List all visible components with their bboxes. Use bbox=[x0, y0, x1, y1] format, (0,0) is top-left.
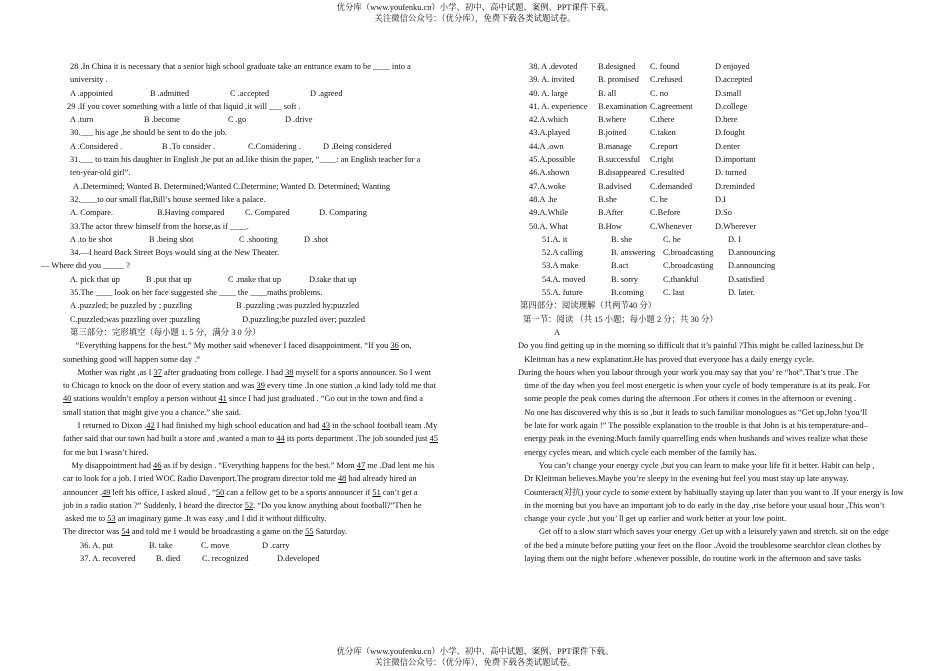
q37-option-a: 37. A. recovered bbox=[80, 553, 136, 563]
option-a: 43.A.played bbox=[529, 128, 570, 138]
option-row bbox=[542, 246, 948, 259]
cloze-blank-number: 41 bbox=[218, 394, 227, 404]
option-d: D.Wherever bbox=[715, 221, 757, 231]
passage-line: change your cycle ,but you’ ll get up earlier and work better at your low point. bbox=[518, 514, 787, 524]
cloze-blank-number: 46 bbox=[153, 460, 162, 470]
cloze-text: I had finished my high school education and had bbox=[154, 421, 322, 431]
option-d: D.So bbox=[715, 208, 732, 218]
option-b: B.After bbox=[598, 208, 624, 218]
cloze-passage bbox=[63, 339, 503, 538]
option-d: D.I bbox=[715, 194, 726, 204]
option-b: B.coming bbox=[611, 288, 644, 298]
option-c: C.report bbox=[650, 141, 678, 151]
cloze-blank-number: 39 bbox=[256, 381, 265, 391]
option-d: D. turned bbox=[715, 168, 747, 178]
cloze-text: as if by design . “Everything happens for the best.” Mom bbox=[161, 460, 357, 470]
cloze-text: stations wouldn’t employ a person without bbox=[71, 394, 219, 404]
cloze-text: . “Do you know anything about football?”Then he bbox=[253, 500, 422, 510]
q34-stem-cont: — Where did you _____ ? bbox=[41, 261, 130, 271]
option-b: B.examination bbox=[598, 101, 648, 111]
option-a: 49.A.While bbox=[529, 208, 569, 218]
q33-stem: 33.The actor threw himself from the horse,as if ____. bbox=[70, 221, 249, 231]
q30-option-b: B .To consider . bbox=[162, 141, 216, 151]
option-d: D.fought bbox=[715, 128, 746, 138]
option-row bbox=[529, 113, 948, 126]
option-d: D.college bbox=[715, 101, 748, 111]
option-c: C.demanded bbox=[650, 181, 693, 191]
option-c: C. found bbox=[650, 62, 680, 71]
option-a: 47.A.woke bbox=[529, 181, 566, 191]
passage-line: laying them out the night before .whenever possible, do routine work in the afternoon and save tasks bbox=[518, 553, 862, 563]
option-c: C.refused bbox=[650, 75, 683, 85]
q28-stem-cont: university . bbox=[70, 75, 108, 85]
q28-stem: 28 .In China it is necessary that a senior high school graduate take an entrance exam to be ____ into a bbox=[70, 62, 411, 71]
cloze-text: after graduating from college. I had bbox=[161, 367, 286, 377]
cloze-text: can’t get a bbox=[380, 487, 418, 497]
cloze-blank-number: 54 bbox=[121, 527, 130, 537]
option-row bbox=[542, 286, 948, 299]
option-row bbox=[529, 126, 948, 139]
option-c: C.broadcasting bbox=[663, 261, 714, 271]
q33-option-c: C .shooting bbox=[239, 234, 278, 244]
cloze-text: My disappointment had bbox=[63, 460, 154, 470]
q35-options-cd: C.puzzled;was puzzling over ;puzzling D.puzzling;be puzzled over; puzzled bbox=[70, 314, 365, 324]
cloze-blank-number: 47 bbox=[356, 460, 366, 470]
q34-option-c: C .make that up bbox=[228, 274, 282, 284]
option-a: 51.A. it bbox=[542, 234, 568, 244]
q30-option-d: D .Being considered bbox=[323, 141, 392, 151]
cloze-text: since I had just graduated . “Go out in the town and find a bbox=[226, 394, 423, 404]
q30-stem: 30.___ his age ,he should be sent to do the job. bbox=[70, 128, 228, 138]
option-a: 42.A.which bbox=[529, 115, 569, 125]
option-d: D.satisfied bbox=[728, 274, 765, 284]
cloze-blank-number: 52 bbox=[244, 500, 254, 510]
right-column bbox=[512, 60, 948, 565]
cloze-line bbox=[63, 419, 503, 432]
footer-line-2: 关注微信公众号：（优分库），免费下载各类试题试卷。 bbox=[374, 658, 576, 667]
cloze-text: had already hired an bbox=[346, 474, 417, 484]
passage-line: time of the day when you feel most energetic is when your cycle of body temperature is at its peak. For bbox=[518, 381, 870, 391]
cloze-blank-number: 53 bbox=[107, 514, 116, 524]
cloze-text: announcer . bbox=[63, 487, 103, 497]
option-row bbox=[529, 60, 948, 73]
option-a: 38. A .devoted bbox=[529, 62, 578, 71]
passage-line: No one has discovered why this is so ,but it leads to such familiar monologues as “Get up,John !you’ll bbox=[518, 407, 868, 417]
option-d: D. later. bbox=[728, 288, 755, 298]
cloze-blank-number: 40 bbox=[63, 394, 72, 404]
q29-option-b: B .become bbox=[144, 115, 180, 125]
cloze-line bbox=[63, 392, 503, 405]
cloze-line bbox=[63, 366, 503, 379]
option-a: 48.A .he bbox=[529, 194, 558, 204]
q31-stem: 31.___ to train his daughter in English ,he put an ad.like thisin the paper, “____: an English teacher for a bbox=[70, 155, 421, 165]
option-row bbox=[529, 87, 948, 100]
option-a: 55.A. future bbox=[542, 288, 583, 298]
option-a: 54.A. moved bbox=[542, 274, 586, 284]
cloze-text: “Everything happens for the best.” My mother said whenever I faced disappointment. “If you bbox=[63, 341, 391, 351]
passage-line: energy peak in the evening.Much family quarrelling ends when husbands and wives realize what these bbox=[518, 434, 868, 444]
passage-line: Dr Kleitman believes.Maybe you’re sleepy in the evening but feel you must stay up late anyway. bbox=[518, 474, 849, 484]
q34-option-d: D.take that up bbox=[309, 274, 357, 284]
option-b: B.successful bbox=[598, 155, 641, 165]
q37-options bbox=[80, 552, 503, 565]
option-row bbox=[529, 220, 948, 233]
cloze-line bbox=[63, 339, 503, 352]
option-b: B.act bbox=[611, 261, 629, 271]
option-a: 50.A. What bbox=[529, 221, 568, 231]
q36-option-b: B. take bbox=[149, 540, 173, 550]
cloze-text: small station that might give you a chance.” she said. bbox=[63, 407, 241, 417]
cloze-text: Mother was right ,as I bbox=[63, 367, 154, 377]
cloze-blank-number: 36 bbox=[390, 341, 399, 351]
cloze-text: something good will happen some day .” bbox=[63, 354, 201, 364]
option-a: 41. A. experience bbox=[529, 101, 588, 111]
cloze-line bbox=[63, 446, 503, 459]
option-row bbox=[529, 140, 948, 153]
q32-option-a: A. Compare. bbox=[70, 208, 114, 218]
q32-option-b: B.Having compared bbox=[157, 208, 225, 218]
option-a: 40. A. large bbox=[529, 88, 568, 98]
section1-heading: 第一节：阅读 （共 15 小题；每小题 2 分；共 30 分） bbox=[523, 314, 718, 324]
cloze-text: I returned to Dixon . bbox=[63, 421, 147, 431]
q29-stem: 29 .If you cover something with a little of that liquid ,it will ___ soft . bbox=[67, 101, 301, 111]
q37-option-c: C. recognized bbox=[202, 553, 249, 563]
option-c: C.broadcasting bbox=[663, 248, 714, 258]
passage-line: Counteract(对抗) your cycle to some extent by habitually staying up later than you want to .If your energy is low bbox=[518, 487, 904, 497]
cloze-blank-number: 45 bbox=[429, 434, 438, 444]
header-line-2: 关注微信公众号：（优分库），免费下载各类试题试卷。 bbox=[374, 14, 576, 23]
option-b: B. promised bbox=[598, 75, 639, 85]
cloze-blank-number: 44 bbox=[276, 434, 285, 444]
q29-option-d: D .drive bbox=[285, 115, 313, 125]
cloze-text: and told me I would be broadcasting a game on the bbox=[129, 527, 306, 537]
q34-option-b: B .put that up bbox=[146, 274, 192, 284]
option-d: D.announcing bbox=[728, 248, 776, 258]
q35-options-ab: A .puzzled; be puzzled by ; puzzling B .puzzling ;was puzzled by;puzzled bbox=[70, 301, 360, 311]
option-row bbox=[529, 73, 948, 86]
option-b: B.designed bbox=[598, 62, 636, 71]
option-b: B. sorry bbox=[611, 274, 638, 284]
cloze-line bbox=[63, 406, 503, 419]
option-b: B.she bbox=[598, 194, 617, 204]
option-d: D.announcing bbox=[728, 261, 776, 271]
q33-option-a: A .to be shot bbox=[70, 234, 113, 244]
q32-option-c: C. Compared bbox=[245, 208, 290, 218]
option-b: B.where bbox=[598, 115, 627, 125]
cloze-text: me .Dad lent me his bbox=[365, 460, 435, 470]
cloze-text: to Chicago to knock on the door of every station and was bbox=[63, 381, 257, 391]
q33-option-b: B .being shot bbox=[149, 234, 194, 244]
cloze-blank-number: 42 bbox=[146, 421, 155, 431]
option-b: B.joined bbox=[598, 128, 627, 138]
option-b: B.How bbox=[598, 221, 622, 231]
cloze-blank-number: 51 bbox=[372, 487, 381, 497]
q29-option-a: A .turn bbox=[70, 115, 94, 125]
cloze-blank-number: 43 bbox=[321, 421, 331, 431]
option-b: B.manage bbox=[598, 141, 632, 151]
option-a: 45.A.possible bbox=[529, 155, 576, 165]
cloze-text: car to look for a job. I tried WOC Radio Davenport.The program director told me bbox=[63, 474, 338, 484]
cloze-text: can a fellow get to be a sports announcer if bbox=[224, 487, 373, 497]
cloze-line bbox=[63, 486, 503, 499]
option-row bbox=[529, 193, 948, 206]
cloze-options-list bbox=[512, 60, 948, 299]
part3-heading: 第三部分：完形填空（每小题 1. 5 分，满分 3 0 分） bbox=[70, 327, 261, 337]
cloze-text: asked me to bbox=[63, 514, 108, 524]
option-row bbox=[529, 180, 948, 193]
cloze-blank-number: 38 bbox=[285, 367, 294, 377]
option-c: C. he bbox=[650, 194, 668, 204]
passage-line: some people the peak comes during the afternoon .For others it comes in the afternoon or evening . bbox=[518, 394, 857, 404]
option-c: C.thankful bbox=[663, 274, 699, 284]
cloze-line bbox=[63, 499, 503, 512]
option-a: 44.A .own bbox=[529, 141, 564, 151]
option-b: B.disappeared bbox=[598, 168, 646, 178]
passage-line: in the morning but you have an important job to do early in the day ,rise before your usual hour ,This won’t bbox=[518, 500, 885, 510]
q36-option-d: D .carry bbox=[262, 540, 290, 550]
option-c: C.right bbox=[650, 155, 674, 165]
q32-options bbox=[70, 206, 503, 219]
q29-option-c: C .go bbox=[228, 115, 247, 125]
q28-option-b: B .admitted bbox=[150, 88, 190, 98]
cloze-line bbox=[63, 512, 503, 525]
q34-option-a: A. pick that up bbox=[70, 274, 120, 284]
passage-label: A bbox=[554, 327, 561, 337]
option-c: C.Whenever bbox=[650, 221, 693, 231]
passage-line: be late for work again !” The possible explanation to the trouble is that John is at his temperature-and– bbox=[518, 421, 868, 431]
cloze-line bbox=[63, 525, 503, 538]
q28-option-c: C .accepted bbox=[230, 88, 270, 98]
option-d: D.here bbox=[715, 115, 738, 125]
cloze-line bbox=[63, 379, 503, 392]
option-c: C.agreement bbox=[650, 101, 693, 111]
option-row bbox=[529, 166, 948, 179]
cloze-text: for me but I wasn’t hired. bbox=[63, 447, 149, 457]
cloze-text: on, bbox=[398, 341, 412, 351]
option-row bbox=[542, 273, 948, 286]
cloze-text: left his office, I asked aloud , “ bbox=[110, 487, 216, 497]
q36-option-c: C. move bbox=[201, 540, 230, 550]
q33-option-d: D .shot bbox=[304, 234, 329, 244]
cloze-blank-number: 37 bbox=[153, 367, 162, 377]
q36-options bbox=[80, 539, 503, 552]
passage-line: of the bed a minute before putting your feet on the floor .Avoid the troublesome searchfor clean clothes by bbox=[518, 540, 882, 550]
q35-stem: 35.The ____ look on her face suggested she ____ the ____maths problems. bbox=[70, 288, 323, 298]
option-row bbox=[529, 206, 948, 219]
q29-options bbox=[70, 113, 503, 126]
left-column bbox=[41, 60, 503, 565]
cloze-line bbox=[63, 472, 503, 485]
passage-line: You can’t change your energy cycle ,but you can learn to make your life fit it better. Habit can help , bbox=[518, 460, 875, 470]
option-c: C.taken bbox=[650, 128, 676, 138]
option-row bbox=[542, 233, 948, 246]
cloze-text: myself for a sports announcer. So I went bbox=[293, 367, 431, 377]
q32-stem: 32.____to our small flat,Bill’s house seemed like a palace. bbox=[70, 194, 266, 204]
part4-heading: 第四部分：阅读理解（共两节40 分） bbox=[520, 301, 657, 311]
option-a: 53.A make bbox=[542, 261, 579, 271]
cloze-blank-number: 48 bbox=[337, 474, 347, 484]
cloze-text: Saturday. bbox=[313, 527, 347, 537]
cloze-text: in the school football team .My bbox=[330, 421, 438, 431]
option-b: B. all bbox=[598, 88, 617, 98]
cloze-text: father said that our town had built a store and ,wanted a man to bbox=[63, 434, 277, 444]
q32-option-d: D. Comparing bbox=[319, 208, 367, 218]
q28-options bbox=[70, 87, 503, 100]
q30-options bbox=[70, 140, 503, 153]
option-d: D.reminded bbox=[715, 181, 755, 191]
q31-stem-cont: ten-year-old girl”. bbox=[70, 168, 131, 178]
option-a: 39. A. invited bbox=[529, 75, 575, 85]
q34-options bbox=[70, 273, 503, 286]
cloze-text: every time .In one station ,a kind lady told me that bbox=[264, 381, 436, 391]
q33-options bbox=[70, 233, 503, 246]
cloze-blank-number: 50 bbox=[215, 487, 225, 497]
option-d: D.accepted bbox=[715, 75, 753, 85]
cloze-line bbox=[63, 353, 503, 366]
option-c: C. last bbox=[663, 288, 685, 298]
footer-line-1: 优分库（www.youfenku.cn）小学、初中、高中试题、案例、PPT课件下载。 bbox=[336, 647, 614, 656]
option-c: C. no bbox=[650, 88, 669, 98]
option-d: D.important bbox=[715, 155, 756, 165]
q34-stem: 34.—I heard Back Street Boys would sing at the New Theater. bbox=[70, 248, 280, 258]
option-a: 52.A calling bbox=[542, 248, 583, 258]
option-c: C.resulted bbox=[650, 168, 685, 178]
q30-option-a: A .Considered . bbox=[70, 141, 123, 151]
cloze-text: an imaginary game .It was easy ,and I did it without difficulty. bbox=[115, 514, 327, 524]
passage-line: energy cycles mean, and which cycle each member of the family has. bbox=[518, 447, 757, 457]
q30-option-c: C.Considering . bbox=[248, 141, 301, 151]
option-d: D.small bbox=[715, 88, 742, 98]
option-row bbox=[529, 100, 948, 113]
cloze-text: job in a radio station ?” Suddenly, I heard the director bbox=[63, 500, 245, 510]
header-line-1: 优分库（www.youfenku.cn）小学、初中、高中试题、案例、PPT课件下载。 bbox=[336, 3, 614, 12]
passage-line: Get off to a slow start which saves your energy .Get up with a leisurely yawn and stretch. sit on the edge bbox=[518, 527, 889, 537]
cloze-line bbox=[63, 432, 503, 445]
option-b: B.advised bbox=[598, 181, 632, 191]
q36-option-a: 36. A. put bbox=[80, 540, 114, 550]
q28-option-a: A .appointed bbox=[70, 88, 113, 98]
option-c: C.Before bbox=[650, 208, 681, 218]
q37-option-b: B. died bbox=[156, 553, 181, 563]
cloze-text: The director was bbox=[63, 527, 122, 537]
option-d: D. I bbox=[728, 234, 742, 244]
reading-passage bbox=[512, 339, 948, 565]
option-row bbox=[529, 153, 948, 166]
cloze-text: its ports department .The job sounded just bbox=[284, 434, 430, 444]
option-d: D.enter bbox=[715, 141, 740, 151]
option-c: C. he bbox=[663, 234, 681, 244]
q28-option-d: D .agreed bbox=[310, 88, 343, 98]
option-b: B. answering bbox=[611, 248, 656, 258]
option-a: 46.A.shown bbox=[529, 168, 570, 178]
passage-line: During the hours when you labour through your work you may say that you’ re “hot”.That’s true .The bbox=[518, 367, 859, 377]
cloze-blank-number: 49 bbox=[102, 487, 111, 497]
cloze-line bbox=[63, 459, 503, 472]
option-row bbox=[542, 259, 948, 272]
q31-options: A .Determined; Wanted B. Determined;Wanted C.Determine; Wanted D. Determined; Wanting bbox=[73, 181, 391, 191]
option-d: D enjoyed bbox=[715, 62, 750, 71]
passage-line: Kleitman has a new explanation.He has proved that everyone has a daily energy cycle. bbox=[518, 354, 815, 364]
q37-option-d: D.developed bbox=[277, 553, 320, 563]
cloze-blank-number: 55 bbox=[305, 527, 314, 537]
option-c: C.there bbox=[650, 115, 675, 125]
passage-line: Do you find getting up in the morning so difficult that it’s painful ?This might be called laziness,but Dr bbox=[518, 341, 864, 351]
option-b: B. she bbox=[611, 234, 632, 244]
